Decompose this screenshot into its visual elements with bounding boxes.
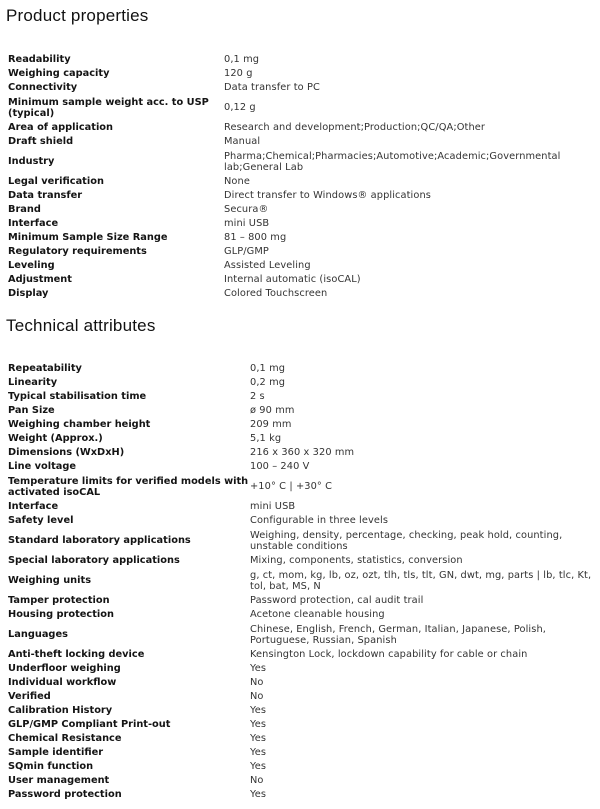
property-value: Yes bbox=[250, 705, 267, 717]
property-label: Pan Size bbox=[8, 405, 55, 417]
property-label: Weight (Approx.) bbox=[8, 433, 103, 445]
property-label: Repeatability bbox=[8, 363, 82, 375]
section-title-product-properties: Product properties bbox=[6, 6, 149, 25]
property-label: Adjustment bbox=[8, 274, 72, 286]
property-row bbox=[8, 245, 578, 259]
product-properties-table bbox=[8, 53, 578, 301]
property-label: Display bbox=[8, 288, 49, 300]
property-label: Housing protection bbox=[8, 609, 114, 621]
property-value: Mixing, components, statistics, conversion bbox=[250, 555, 463, 567]
property-row bbox=[8, 622, 592, 648]
property-label: GLP/GMP Compliant Print-out bbox=[8, 719, 171, 731]
property-row bbox=[8, 514, 592, 528]
property-row bbox=[8, 528, 592, 554]
property-value: Yes bbox=[250, 719, 267, 731]
property-label: Languages bbox=[8, 629, 68, 641]
property-value: Pharma;Chemical;Pharmacies;Automotive;Academic;Governmental lab;General Lab bbox=[224, 150, 561, 173]
property-label: Area of application bbox=[8, 122, 114, 134]
property-row bbox=[8, 362, 592, 376]
property-value: Yes bbox=[250, 733, 267, 745]
property-value: 100 – 240 V bbox=[250, 461, 310, 473]
property-value: No bbox=[250, 691, 264, 703]
property-value: 81 – 800 mg bbox=[224, 232, 287, 244]
property-value: Acetone cleanable housing bbox=[250, 609, 385, 621]
property-value: mini USB bbox=[250, 501, 296, 513]
property-label: Connectivity bbox=[8, 82, 78, 94]
property-row bbox=[8, 460, 592, 474]
property-label: Sample identifier bbox=[8, 747, 104, 759]
property-row bbox=[8, 446, 592, 460]
property-row bbox=[8, 594, 592, 608]
property-row bbox=[8, 404, 592, 418]
property-label: Interface bbox=[8, 218, 59, 230]
property-value: ø 90 mm bbox=[250, 405, 295, 417]
property-row bbox=[8, 95, 578, 121]
property-row bbox=[8, 390, 592, 404]
property-row bbox=[8, 432, 592, 446]
property-label: Weighing units bbox=[8, 575, 92, 587]
property-value: 209 mm bbox=[250, 419, 292, 431]
property-row bbox=[8, 149, 578, 175]
property-row bbox=[8, 774, 592, 788]
property-value: 2 s bbox=[250, 391, 265, 403]
property-value: No bbox=[250, 677, 264, 689]
property-row bbox=[8, 676, 592, 690]
property-value: Yes bbox=[250, 747, 267, 759]
property-row bbox=[8, 690, 592, 704]
property-row bbox=[8, 732, 592, 746]
property-value: 0,1 mg bbox=[224, 54, 260, 66]
property-row bbox=[8, 231, 578, 245]
property-label: Standard laboratory applications bbox=[8, 535, 191, 547]
property-value: +10° C | +30° C bbox=[250, 481, 333, 493]
property-value: Kensington Lock, lockdown capability for cable or chain bbox=[250, 649, 528, 661]
property-label: Regulatory requirements bbox=[8, 246, 147, 258]
property-row bbox=[8, 189, 578, 203]
property-label: Verified bbox=[8, 691, 51, 703]
property-label: SQmin function bbox=[8, 761, 94, 773]
property-row bbox=[8, 376, 592, 390]
property-value: Weighing, density, percentage, checking, peak hold, counting, unstable conditions bbox=[250, 529, 563, 552]
property-label: Special laboratory applications bbox=[8, 555, 180, 567]
property-label: Password protection bbox=[8, 789, 122, 801]
property-row bbox=[8, 287, 578, 301]
property-label: Weighing capacity bbox=[8, 68, 110, 80]
property-row bbox=[8, 217, 578, 231]
property-value: mini USB bbox=[224, 218, 270, 230]
property-value: Assisted Leveling bbox=[224, 260, 311, 272]
property-row bbox=[8, 67, 578, 81]
property-label: Brand bbox=[8, 204, 41, 216]
property-value: 0,12 g bbox=[224, 102, 256, 114]
property-label: Calibration History bbox=[8, 705, 113, 717]
property-label: Interface bbox=[8, 501, 59, 513]
property-label: Dimensions (WxDxH) bbox=[8, 447, 125, 459]
property-label: Temperature limits for verified models with activated isoCAL bbox=[8, 475, 249, 498]
property-row bbox=[8, 608, 592, 622]
property-label: Minimum sample weight acc. to USP (typical) bbox=[8, 96, 209, 119]
property-value: GLP/GMP bbox=[224, 246, 269, 258]
property-value: Yes bbox=[250, 789, 267, 801]
property-label: Minimum Sample Size Range bbox=[8, 232, 168, 244]
property-value: Internal automatic (isoCAL) bbox=[224, 274, 361, 286]
technical-attributes-table bbox=[8, 362, 592, 802]
section-title-technical-attributes: Technical attributes bbox=[6, 316, 156, 335]
property-value: Colored Touchscreen bbox=[224, 288, 328, 300]
property-label: Tamper protection bbox=[8, 595, 110, 607]
property-value: None bbox=[224, 176, 250, 188]
property-row bbox=[8, 648, 592, 662]
property-value: 5,1 kg bbox=[250, 433, 282, 445]
property-row bbox=[8, 418, 592, 432]
property-row bbox=[8, 554, 592, 568]
property-value: Data transfer to PC bbox=[224, 82, 320, 94]
property-row bbox=[8, 175, 578, 189]
property-row bbox=[8, 81, 578, 95]
property-row bbox=[8, 718, 592, 732]
property-value: Direct transfer to Windows® applications bbox=[224, 190, 431, 202]
property-label: Readability bbox=[8, 54, 71, 66]
property-row bbox=[8, 273, 578, 287]
property-label: Legal verification bbox=[8, 176, 104, 188]
property-row bbox=[8, 760, 592, 774]
property-value: Configurable in three levels bbox=[250, 515, 389, 527]
property-label: User management bbox=[8, 775, 110, 787]
property-value: Secura® bbox=[224, 204, 269, 216]
property-row bbox=[8, 135, 578, 149]
property-label: Leveling bbox=[8, 260, 55, 272]
property-label: Anti-theft locking device bbox=[8, 649, 145, 661]
property-value: g, ct, mom, kg, lb, oz, ozt, tlh, tls, tlt, GN, dwt, mg, parts | lb, tlc, Kt, tol, bat, MS, N bbox=[250, 569, 592, 592]
property-value: 0,2 mg bbox=[250, 377, 286, 389]
property-row bbox=[8, 662, 592, 676]
property-label: Typical stabilisation time bbox=[8, 391, 147, 403]
property-label: Line voltage bbox=[8, 461, 77, 473]
property-row bbox=[8, 568, 592, 594]
property-value: 120 g bbox=[224, 68, 253, 80]
property-label: Individual workflow bbox=[8, 677, 117, 689]
property-value: Chinese, English, French, German, Italian, Japanese, Polish, Portuguese, Russian, Spanish bbox=[250, 623, 546, 646]
property-value: Research and development;Production;QC/QA;Other bbox=[224, 122, 486, 134]
property-row bbox=[8, 474, 592, 500]
property-label: Data transfer bbox=[8, 190, 83, 202]
property-row bbox=[8, 500, 592, 514]
property-label: Draft shield bbox=[8, 136, 74, 148]
property-value: 0,1 mg bbox=[250, 363, 286, 375]
property-value: Yes bbox=[250, 663, 267, 675]
property-value: Yes bbox=[250, 761, 267, 773]
property-row bbox=[8, 788, 592, 802]
property-label: Underfloor weighing bbox=[8, 663, 121, 675]
property-label: Linearity bbox=[8, 377, 58, 389]
property-label: Industry bbox=[8, 156, 55, 168]
property-value: Password protection, cal audit trail bbox=[250, 595, 424, 607]
property-row bbox=[8, 746, 592, 760]
property-row bbox=[8, 203, 578, 217]
property-row bbox=[8, 259, 578, 273]
property-row bbox=[8, 121, 578, 135]
property-label: Safety level bbox=[8, 515, 74, 527]
property-value: No bbox=[250, 775, 264, 787]
property-value: 216 x 360 x 320 mm bbox=[250, 447, 355, 459]
property-label: Chemical Resistance bbox=[8, 733, 122, 745]
property-label: Weighing chamber height bbox=[8, 419, 151, 431]
property-row bbox=[8, 704, 592, 718]
property-row bbox=[8, 53, 578, 67]
property-value: Manual bbox=[224, 136, 261, 148]
